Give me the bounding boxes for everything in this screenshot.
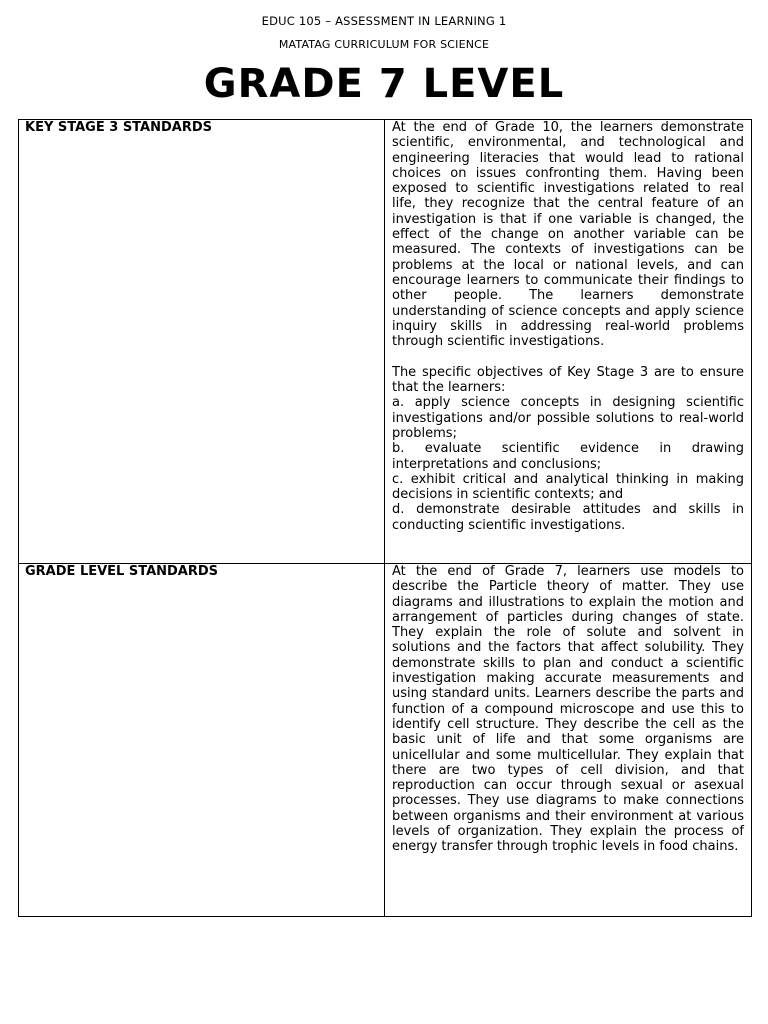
grade-level-paragraph: At the end of Grade 7, learners use models to describe the Particle theory of matter. They use diagrams and illustrations to explain the motion and arrangement of particles during changes of state. They explain the role of solute and solvent in solutions and the factors that affect solubility. They demonstrate skills to plan and conduct a scientific investigation making accurate measurements and using standard units. Learners describe the parts and function of a compound microscope and use this to identify cell structure. They describe the cell as the basic unit of life and that some organisms are unicellular and some multicellular. They explain that there are two types of cell division, and that reproduction can occur through sexual or asexual processes. They use diagrams to make connections between organisms and their environment at various levels of organization. They explain the process of energy transfer through trophic levels in food chains. bbox=[392, 564, 744, 855]
objective-item-b: b. evaluate scientific evidence in drawing interpretations and conclusions; bbox=[392, 441, 744, 472]
label-cell bbox=[19, 564, 385, 917]
key-stage-content bbox=[385, 120, 751, 533]
table-row-grade-level bbox=[19, 564, 752, 917]
row-label-key-stage: KEY STAGE 3 STANDARDS bbox=[25, 120, 213, 135]
course-title: EDUC 105 – ASSESSMENT IN LEARNING 1 bbox=[261, 14, 507, 28]
page-title: GRADE 7 LEVEL bbox=[203, 61, 565, 107]
objective-item-c: c. exhibit critical and analytical thinking in making decisions in scientific contexts; and bbox=[392, 471, 744, 503]
curriculum-subtitle: MATATAG CURRICULUM FOR SCIENCE bbox=[278, 38, 490, 51]
paragraph-gap bbox=[392, 349, 744, 364]
content-cell bbox=[385, 564, 752, 917]
grade-level-content bbox=[385, 564, 751, 855]
row-label-grade-level: GRADE LEVEL STANDARDS bbox=[25, 564, 219, 579]
objective-item-a: a. apply science concepts in designing scientific investigations and/or possible solutions to real-world problems; bbox=[392, 395, 744, 441]
label-cell bbox=[19, 120, 385, 564]
standards-table bbox=[18, 119, 752, 917]
table-row-key-stage bbox=[19, 120, 752, 564]
objectives-intro: The specific objectives of Key Stage 3 are to ensure that the learners: bbox=[392, 364, 744, 396]
content-cell bbox=[385, 120, 752, 564]
key-stage-paragraph: At the end of Grade 10, the learners demonstrate scientific, environmental, and technological and engineering literacies that would lead to rational choices on issues confronting them. Having been exposed to scientific investigations related to real life, they recognize that the central feature of an investigation is that if one variable is changed, the effect of the change on another variable can be measured. The contexts of investigations can be problems at the local or national levels, and can encourage learners to communicate their findings to other people. The learners demonstrate understanding of science concepts and apply science inquiry skills in addressing real-world problems through scientific investigations. bbox=[392, 120, 744, 350]
objective-item-d: d. demonstrate desirable attitudes and skills in conducting scientific investigations. bbox=[392, 502, 744, 533]
